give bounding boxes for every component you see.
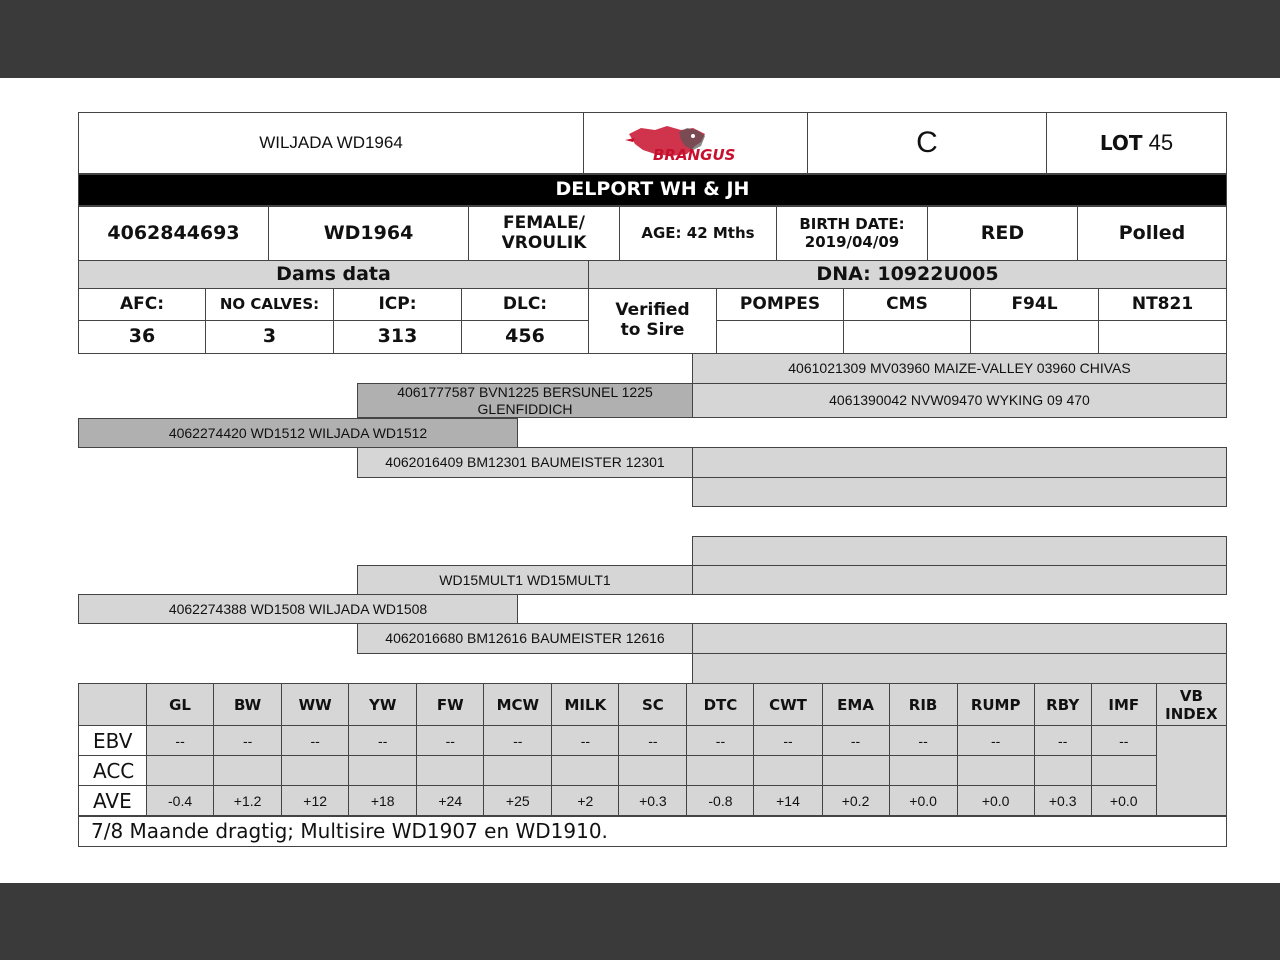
remarks-text: 7/8 Maande dragtig; Multisire WD1907 en WD1910.	[91, 819, 608, 843]
dna-result-f94l	[970, 320, 1099, 354]
ebv-cell: --	[889, 726, 957, 756]
pedigree-sire-sire-dam	[692, 383, 1227, 418]
dams-value-text: 456	[505, 325, 545, 348]
pedigree-text: 4062016409 BM12301 BAUMEISTER 12301	[385, 454, 665, 471]
remarks	[78, 816, 1227, 847]
ebv-col-header: BW	[214, 684, 282, 726]
dna-title	[588, 260, 1227, 289]
colour-text: RED	[980, 221, 1025, 244]
colour	[927, 206, 1078, 261]
ave-cell: +0.2	[822, 786, 889, 816]
ave-cell: +0.0	[1091, 786, 1156, 816]
dams-value-icp	[333, 320, 462, 354]
pedigree-dam-dam-sire	[692, 623, 1227, 654]
ebv-col-header: MILK	[552, 684, 619, 726]
acc-cell	[957, 756, 1034, 786]
dna-title-text: DNA: 10922U005	[816, 262, 999, 285]
verified-to-sire	[588, 288, 717, 354]
animal-name	[78, 112, 584, 174]
ebv-cell: --	[417, 726, 484, 756]
ebv-col-header: CWT	[754, 684, 822, 726]
pedigree-dam-dam-dam	[692, 653, 1227, 684]
ave-cell: +24	[417, 786, 484, 816]
pedigree-dam-dam	[357, 623, 693, 654]
acc-cell	[889, 756, 957, 786]
sex-text: FEMALE/ VROULIK	[501, 212, 587, 253]
pedigree-text: 4062274420 WD1512 WILJADA WD1512	[168, 424, 428, 441]
dna-result-pompes	[716, 320, 844, 354]
ebv-cell: --	[619, 726, 687, 756]
animal-name-text: WILJADA WD1964	[259, 133, 403, 153]
table-row	[79, 726, 1227, 756]
acc-cell	[214, 756, 282, 786]
bull-icon	[621, 120, 771, 166]
dams-header-icp	[333, 288, 462, 321]
ebv-col-header: RBY	[1034, 684, 1091, 726]
dams-header-text: AFC:	[119, 293, 165, 314]
birth-date-text: BIRTH DATE: 2019/04/09	[799, 215, 905, 251]
age	[619, 206, 777, 261]
acc-cell	[147, 756, 214, 786]
lot-label: LOT	[1099, 130, 1143, 155]
top-band	[0, 0, 1280, 78]
table-row	[79, 756, 1227, 786]
pedigree-sire	[78, 418, 518, 448]
pedigree-text: 4061777587 BVN1225 BERSUNEL 1225 GLENFIDDICH	[397, 384, 653, 417]
ebv-cell: --	[1034, 726, 1091, 756]
pedigree-text: 4062274388 WD1508 WILJADA WD1508	[168, 600, 428, 617]
dams-value-text: 36	[128, 325, 156, 348]
dna-test-text: F94L	[1011, 293, 1058, 314]
ave-cell: +14	[754, 786, 822, 816]
horn-status	[1077, 206, 1227, 261]
pedigree-dam	[78, 594, 518, 624]
brangus-logo	[583, 112, 808, 174]
dams-value-dlc	[461, 320, 589, 354]
owner-banner	[78, 174, 1227, 206]
ave-cell: +0.0	[957, 786, 1034, 816]
ebv-header-row	[79, 684, 1227, 726]
acc-cell	[1091, 756, 1156, 786]
ebv-col-header: YW	[349, 684, 417, 726]
dams-header-dlc	[461, 288, 589, 321]
ebv-col-header: RIB	[889, 684, 957, 726]
ave-cell: +2	[552, 786, 619, 816]
ebv-col-header: DTC	[687, 684, 754, 726]
pedigree-dam-sire-dam	[692, 565, 1227, 595]
dna-test-nt821	[1098, 288, 1227, 321]
dams-header-afc	[78, 288, 206, 321]
dams-header-text: NO CALVES:	[219, 294, 320, 313]
ebv-cell: --	[687, 726, 754, 756]
pedigree-sire-dam	[357, 447, 693, 478]
lot-cell	[1046, 112, 1227, 174]
herd-id	[268, 206, 469, 261]
bottom-band	[0, 883, 1280, 960]
ebv-cell: --	[754, 726, 822, 756]
row-label: ACC	[79, 756, 147, 786]
dna-test-f94l	[970, 288, 1099, 321]
ebv-corner	[79, 684, 147, 726]
pedigree-text: 4062016680 BM12616 BAUMEISTER 12616	[385, 630, 665, 647]
ebv-cell: --	[1091, 726, 1156, 756]
vb-index-header: VB INDEX	[1156, 684, 1226, 726]
dna-test-text: CMS	[886, 293, 928, 314]
ebv-cell: --	[484, 726, 552, 756]
id-number-text: 4062844693	[107, 221, 240, 244]
dna-test-pompes	[716, 288, 844, 321]
acc-cell	[484, 756, 552, 786]
ebv-col-header: MCW	[484, 684, 552, 726]
svg-text:BRANGUS: BRANGUS	[652, 146, 735, 164]
acc-cell	[754, 756, 822, 786]
ave-cell: +0.3	[1034, 786, 1091, 816]
pedigree-dam-sire	[357, 565, 693, 595]
dna-test-text: NT821	[1131, 293, 1194, 314]
acc-cell	[417, 756, 484, 786]
acc-cell	[552, 756, 619, 786]
ebv-col-header: GL	[147, 684, 214, 726]
ebv-col-header: EMA	[822, 684, 889, 726]
ebv-cell: --	[552, 726, 619, 756]
pedigree-sire-sire-sire	[692, 353, 1227, 384]
table-row	[79, 786, 1227, 816]
acc-cell	[822, 756, 889, 786]
pedigree-text: 4061390042 NVW09470 WYKING 09 470	[829, 392, 1090, 409]
dna-test-cms	[843, 288, 971, 321]
ebv-cell: --	[147, 726, 214, 756]
acc-cell	[282, 756, 349, 786]
grade-cell	[807, 112, 1047, 174]
dams-header-calves	[205, 288, 334, 321]
owner-text: DELPORT WH & JH	[555, 178, 750, 201]
pedigree-sire-sire	[357, 383, 693, 418]
ebv-cell: --	[282, 726, 349, 756]
ave-cell: +0.0	[889, 786, 957, 816]
ebv-col-header: WW	[282, 684, 349, 726]
acc-cell	[349, 756, 417, 786]
ave-cell: +0.3	[619, 786, 687, 816]
pedigree-text: WD15MULT1 WD15MULT1	[439, 571, 611, 588]
vb-index-value	[1156, 726, 1226, 816]
horn-status-text: Polled	[1118, 221, 1186, 244]
dna-result-nt821	[1098, 320, 1227, 354]
verified-text: Verified to Sire	[615, 300, 690, 340]
dams-value-afc	[78, 320, 206, 354]
herd-id-text: WD1964	[323, 221, 414, 244]
dams-title-text: Dams data	[276, 262, 391, 285]
pedigree-sire-dam-dam	[692, 477, 1227, 507]
sex	[468, 206, 620, 261]
ebv-col-header: SC	[619, 684, 687, 726]
ebv-col-header: RUMP	[957, 684, 1034, 726]
ebv-table	[78, 683, 1227, 816]
acc-cell	[619, 756, 687, 786]
dams-header-text: ICP:	[378, 293, 417, 314]
pedigree-dam-sire-sire	[692, 536, 1227, 566]
ave-cell: +12	[282, 786, 349, 816]
lot-number: 45	[1148, 130, 1174, 156]
acc-cell	[1034, 756, 1091, 786]
ebv-cell: --	[822, 726, 889, 756]
birth-date	[776, 206, 928, 261]
ave-cell: +25	[484, 786, 552, 816]
age-text: AGE: 42 Mths	[641, 223, 755, 242]
row-label: EBV	[79, 726, 147, 756]
ebv-cell: --	[957, 726, 1034, 756]
acc-cell	[687, 756, 754, 786]
ebv-col-header: IMF	[1091, 684, 1156, 726]
dna-result-cms	[843, 320, 971, 354]
dams-value-calves	[205, 320, 334, 354]
ebv-col-header: FW	[417, 684, 484, 726]
pedigree-text: 4061021309 MV03960 MAIZE-VALLEY 03960 CHIVAS	[788, 360, 1131, 377]
row-label: AVE	[79, 786, 147, 816]
id-number	[78, 206, 269, 261]
ave-cell: +1.2	[214, 786, 282, 816]
dams-value-text: 3	[262, 325, 277, 348]
pedigree-sire-dam-sire	[692, 447, 1227, 478]
ave-cell: -0.8	[687, 786, 754, 816]
grade-text: C	[916, 125, 938, 159]
ebv-cell: --	[349, 726, 417, 756]
dams-title	[78, 260, 589, 289]
dams-value-text: 313	[377, 325, 418, 348]
ave-cell: +18	[349, 786, 417, 816]
dams-header-text: DLC:	[502, 293, 548, 314]
ebv-cell: --	[214, 726, 282, 756]
dna-test-text: POMPES	[739, 293, 821, 314]
ave-cell: -0.4	[147, 786, 214, 816]
